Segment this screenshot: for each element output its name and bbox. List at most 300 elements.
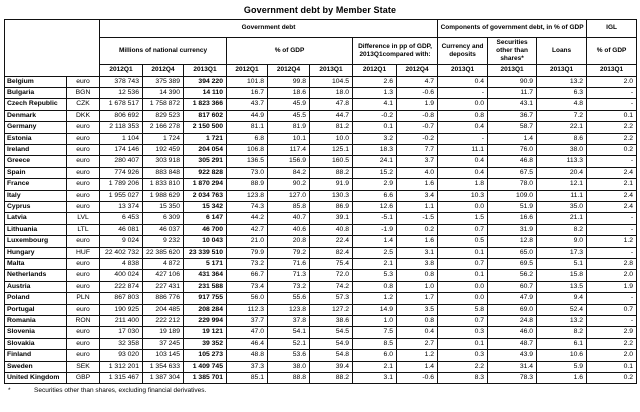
- header-group-igl: IGL: [587, 20, 637, 38]
- value-cell: -0.2: [397, 133, 438, 144]
- country-cell: Austria: [5, 281, 67, 292]
- value-cell: 13.2: [537, 76, 587, 87]
- value-cell: 14 390: [143, 87, 184, 98]
- currency-cell: CZK: [67, 99, 100, 110]
- value-cell: 0.4: [438, 122, 488, 133]
- value-cell: 2.4: [587, 190, 637, 201]
- value-cell: 52.1: [268, 338, 310, 349]
- country-cell: Lithuania: [5, 224, 67, 235]
- country-cell: Estonia: [5, 133, 67, 144]
- table-row: [5, 316, 637, 327]
- value-cell: -0.2: [353, 110, 397, 121]
- value-cell: 71.6: [268, 259, 310, 270]
- value-cell: -: [587, 224, 637, 235]
- value-cell: 5.1: [537, 259, 587, 270]
- value-cell: 0.8: [438, 110, 488, 121]
- country-cell: Malta: [5, 259, 67, 270]
- table-row: [5, 179, 637, 190]
- value-cell: 15.8: [537, 270, 587, 281]
- value-cell: 0.7: [587, 304, 637, 315]
- value-cell: 1.6: [537, 373, 587, 384]
- table-row: [5, 144, 637, 155]
- value-cell: 1 833 810: [143, 179, 184, 190]
- value-cell: 1.4: [397, 361, 438, 372]
- value-cell: 73.2: [227, 259, 268, 270]
- value-cell: 93 020: [100, 350, 143, 361]
- value-cell: 1.7: [397, 293, 438, 304]
- value-cell: 9 024: [100, 236, 143, 247]
- currency-cell: BGN: [67, 87, 100, 98]
- footnote: [8, 387, 640, 394]
- value-cell: 47.0: [227, 327, 268, 338]
- value-cell: 51.9: [488, 201, 537, 212]
- value-cell: 208 284: [184, 304, 227, 315]
- value-cell: 65.0: [488, 247, 537, 258]
- value-cell: -0.6: [397, 87, 438, 98]
- quarter-label: 2013Q1: [537, 65, 587, 76]
- value-cell: 40.7: [268, 213, 310, 224]
- value-cell: 2.2: [438, 361, 488, 372]
- value-cell: 42.7: [227, 224, 268, 235]
- table-row: [5, 236, 637, 247]
- value-cell: 106.8: [227, 144, 268, 155]
- value-cell: 46 700: [184, 224, 227, 235]
- value-cell: 17.3: [537, 247, 587, 258]
- country-cell: Ireland: [5, 144, 67, 155]
- value-cell: 46.0: [488, 327, 537, 338]
- value-cell: 113.3: [537, 156, 587, 167]
- footnote-text: Securities other than shares, excluding financial derivatives.: [34, 387, 207, 395]
- country-cell: Luxembourg: [5, 236, 67, 247]
- value-cell: 112.3: [227, 304, 268, 315]
- value-cell: 227 431: [143, 281, 184, 292]
- table-row: [5, 156, 637, 167]
- value-cell: 56.2: [488, 270, 537, 281]
- value-cell: 90.9: [488, 76, 537, 87]
- value-cell: 19 189: [143, 327, 184, 338]
- value-cell: 0.0: [438, 99, 488, 110]
- table-row: [5, 224, 637, 235]
- value-cell: 48.7: [488, 338, 537, 349]
- value-cell: 375 389: [143, 76, 184, 87]
- value-cell: 9 232: [143, 236, 184, 247]
- value-cell: 12.8: [488, 236, 537, 247]
- value-cell: 2.6: [353, 76, 397, 87]
- value-cell: 303 918: [143, 156, 184, 167]
- currency-cell: euro: [67, 76, 100, 87]
- value-cell: 104.5: [310, 76, 353, 87]
- table-row: [5, 87, 637, 98]
- value-cell: 39 352: [184, 338, 227, 349]
- value-cell: 3.5: [397, 304, 438, 315]
- currency-cell: euro: [67, 259, 100, 270]
- value-cell: 32 358: [100, 338, 143, 349]
- value-cell: 2.0: [587, 270, 637, 281]
- quarter-label: 2012Q1: [100, 65, 143, 76]
- table-row: [5, 213, 637, 224]
- table-row: [5, 247, 637, 258]
- value-cell: 85.8: [268, 201, 310, 212]
- value-cell: 10.0: [310, 133, 353, 144]
- value-cell: 11.1: [438, 144, 488, 155]
- value-cell: 47.8: [310, 99, 353, 110]
- value-cell: 4.7: [397, 76, 438, 87]
- value-cell: 88.9: [227, 179, 268, 190]
- value-cell: 37 245: [143, 338, 184, 349]
- value-cell: 2.5: [353, 247, 397, 258]
- value-cell: 1 758 872: [143, 99, 184, 110]
- value-cell: -: [587, 213, 637, 224]
- value-cell: 0.0: [438, 293, 488, 304]
- table-row: [5, 76, 637, 87]
- value-cell: 10 043: [184, 236, 227, 247]
- value-cell: 400 024: [100, 270, 143, 281]
- table-row: [5, 99, 637, 110]
- value-cell: -: [587, 293, 637, 304]
- value-cell: 1.1: [397, 201, 438, 212]
- value-cell: 73.2: [268, 281, 310, 292]
- value-cell: 46.8: [488, 156, 537, 167]
- value-cell: 394 220: [184, 76, 227, 87]
- country-cell: Spain: [5, 167, 67, 178]
- table-row: [5, 270, 637, 281]
- value-cell: 1 104: [100, 133, 143, 144]
- value-cell: 20.4: [537, 167, 587, 178]
- value-cell: -1.9: [353, 224, 397, 235]
- table-row: [5, 259, 637, 270]
- country-cell: Germany: [5, 122, 67, 133]
- currency-cell: euro: [67, 270, 100, 281]
- value-cell: 18.6: [268, 87, 310, 98]
- value-cell: 81.1: [227, 122, 268, 133]
- value-cell: 81.9: [268, 122, 310, 133]
- header-group-components: Components of government debt, in % of GDP: [438, 20, 587, 38]
- country-cell: Denmark: [5, 110, 67, 121]
- country-cell: Belgium: [5, 76, 67, 87]
- value-cell: 2.2: [587, 122, 637, 133]
- value-cell: 10.3: [438, 190, 488, 201]
- value-cell: 91.9: [310, 179, 353, 190]
- value-cell: 4.1: [353, 99, 397, 110]
- value-cell: 22.1: [537, 122, 587, 133]
- value-cell: 0.1: [353, 122, 397, 133]
- header-igl-pct-gdp: % of GDP: [587, 38, 637, 65]
- country-cell: Greece: [5, 156, 67, 167]
- currency-cell: euro: [67, 350, 100, 361]
- value-cell: 2.1: [587, 179, 637, 190]
- value-cell: 99.8: [268, 76, 310, 87]
- value-cell: 123.8: [268, 304, 310, 315]
- value-cell: 117.4: [268, 144, 310, 155]
- value-cell: 1 724: [143, 133, 184, 144]
- value-cell: 13.2: [537, 316, 587, 327]
- value-cell: 16.6: [488, 213, 537, 224]
- value-cell: 35.0: [537, 201, 587, 212]
- value-cell: 1 312 201: [100, 361, 143, 372]
- value-cell: 39.1: [310, 213, 353, 224]
- value-cell: 43.1: [488, 99, 537, 110]
- value-cell: 127.2: [310, 304, 353, 315]
- value-cell: 7.5: [353, 327, 397, 338]
- value-cell: 2.2: [587, 133, 637, 144]
- value-cell: 10.6: [537, 350, 587, 361]
- header-millions: Millions of national currency: [100, 38, 227, 65]
- value-cell: 31.4: [488, 361, 537, 372]
- value-cell: 2 118 353: [100, 122, 143, 133]
- value-cell: 0.3: [438, 350, 488, 361]
- value-cell: -0.8: [397, 110, 438, 121]
- value-cell: 24.8: [488, 316, 537, 327]
- value-cell: 4.8: [537, 99, 587, 110]
- value-cell: 1 409 745: [184, 361, 227, 372]
- value-cell: 1.2: [353, 293, 397, 304]
- currency-cell: euro: [67, 144, 100, 155]
- country-cell: Slovakia: [5, 338, 67, 349]
- value-cell: 18.0: [310, 87, 353, 98]
- value-cell: 37.7: [227, 316, 268, 327]
- country-cell: Hungary: [5, 247, 67, 258]
- value-cell: 2.2: [587, 338, 637, 349]
- value-cell: 3.4: [397, 190, 438, 201]
- value-cell: 10.1: [268, 133, 310, 144]
- value-cell: 13 374: [100, 201, 143, 212]
- value-cell: 19 121: [184, 327, 227, 338]
- country-cell: Finland: [5, 350, 67, 361]
- value-cell: 12 536: [100, 87, 143, 98]
- currency-cell: euro: [67, 236, 100, 247]
- value-cell: 280 407: [100, 156, 143, 167]
- value-cell: 1.5: [438, 213, 488, 224]
- currency-cell: LVL: [67, 213, 100, 224]
- value-cell: 38.6: [310, 316, 353, 327]
- value-cell: 81.2: [310, 122, 353, 133]
- value-cell: 3.8: [397, 259, 438, 270]
- value-cell: 46 081: [100, 224, 143, 235]
- value-cell: 43.7: [227, 99, 268, 110]
- quarter-label: 2012Q1: [227, 65, 268, 76]
- value-cell: 2.4: [587, 201, 637, 212]
- value-cell: 1.6: [397, 236, 438, 247]
- value-cell: 5.3: [353, 270, 397, 281]
- value-cell: 0.1: [438, 270, 488, 281]
- country-cell: Portugal: [5, 304, 67, 315]
- value-cell: 58.7: [488, 122, 537, 133]
- value-cell: 204 485: [143, 304, 184, 315]
- value-cell: 8.3: [438, 373, 488, 384]
- value-cell: 52.4: [537, 304, 587, 315]
- value-cell: -1.5: [397, 213, 438, 224]
- value-cell: 8.6: [537, 133, 587, 144]
- value-cell: 2.9: [353, 179, 397, 190]
- quarter-label: 2013Q1: [438, 65, 488, 76]
- value-cell: 5.8: [438, 304, 488, 315]
- value-cell: -5.1: [353, 213, 397, 224]
- value-cell: 229 994: [184, 316, 227, 327]
- table-row: [5, 190, 637, 201]
- value-cell: 0.4: [438, 167, 488, 178]
- value-cell: 2.9: [587, 327, 637, 338]
- value-cell: 0.7: [438, 316, 488, 327]
- value-cell: 0.0: [438, 201, 488, 212]
- table-row: [5, 361, 637, 372]
- currency-cell: euro: [67, 179, 100, 190]
- value-cell: 66.7: [227, 270, 268, 281]
- value-cell: -0.7: [397, 122, 438, 133]
- table-row: [5, 304, 637, 315]
- value-cell: 79.9: [227, 247, 268, 258]
- value-cell: 14 110: [184, 87, 227, 98]
- value-cell: 54.5: [310, 327, 353, 338]
- value-cell: 3.7: [397, 156, 438, 167]
- value-cell: 125.1: [310, 144, 353, 155]
- value-cell: 20.8: [268, 236, 310, 247]
- value-cell: 48.8: [227, 350, 268, 361]
- value-cell: 45.5: [268, 110, 310, 121]
- value-cell: 2.7: [397, 338, 438, 349]
- value-cell: 101.8: [227, 76, 268, 87]
- currency-cell: euro: [67, 281, 100, 292]
- country-cell: Poland: [5, 293, 67, 304]
- value-cell: -: [587, 316, 637, 327]
- value-cell: 72.0: [310, 270, 353, 281]
- value-cell: 38.0: [268, 361, 310, 372]
- value-cell: 1 870 294: [184, 179, 227, 190]
- value-cell: -: [587, 87, 637, 98]
- value-cell: 6 453: [100, 213, 143, 224]
- value-cell: 56.0: [227, 293, 268, 304]
- value-cell: 0.4: [438, 156, 488, 167]
- value-cell: 0.2: [587, 144, 637, 155]
- value-cell: 46 037: [143, 224, 184, 235]
- value-cell: 6.1: [537, 338, 587, 349]
- value-cell: 6 147: [184, 213, 227, 224]
- value-cell: 46.4: [227, 338, 268, 349]
- value-cell: 130.3: [310, 190, 353, 201]
- value-cell: 22.4: [310, 236, 353, 247]
- value-cell: 1.0: [353, 316, 397, 327]
- value-cell: 1 387 304: [143, 373, 184, 384]
- value-cell: 4.0: [397, 167, 438, 178]
- value-cell: 22 402 732: [100, 247, 143, 258]
- table-row: [5, 133, 637, 144]
- value-cell: 136.5: [227, 156, 268, 167]
- header-loans: Loans: [537, 38, 587, 65]
- value-cell: -0.6: [397, 373, 438, 384]
- value-cell: 6 309: [143, 213, 184, 224]
- value-cell: 190 925: [100, 304, 143, 315]
- value-cell: 0.5: [438, 236, 488, 247]
- value-cell: 1 678 517: [100, 99, 143, 110]
- value-cell: 13.5: [537, 281, 587, 292]
- quarter-label: 2013Q1: [587, 65, 637, 76]
- value-cell: 23 339 510: [184, 247, 227, 258]
- value-cell: 79.2: [268, 247, 310, 258]
- value-cell: 2 166 278: [143, 122, 184, 133]
- value-cell: 378 743: [100, 76, 143, 87]
- table-row: [5, 122, 637, 133]
- value-cell: 883 848: [143, 167, 184, 178]
- value-cell: 204 054: [184, 144, 227, 155]
- value-cell: 76.0: [488, 144, 537, 155]
- currency-cell: euro: [67, 167, 100, 178]
- value-cell: 427 106: [143, 270, 184, 281]
- currency-cell: SEK: [67, 361, 100, 372]
- value-cell: 7.7: [397, 144, 438, 155]
- value-cell: 305 291: [184, 156, 227, 167]
- value-cell: 211 400: [100, 316, 143, 327]
- value-cell: 1.9: [397, 99, 438, 110]
- value-cell: 1.9: [587, 281, 637, 292]
- value-cell: 85.1: [227, 373, 268, 384]
- value-cell: 73.0: [227, 167, 268, 178]
- value-cell: 11.1: [537, 190, 587, 201]
- value-cell: 123.8: [227, 190, 268, 201]
- value-cell: 8.5: [353, 338, 397, 349]
- page-title: Government debt by Member State: [243, 5, 397, 15]
- value-cell: 867 803: [100, 293, 143, 304]
- value-cell: 44.7: [310, 110, 353, 121]
- value-cell: 24.1: [353, 156, 397, 167]
- value-cell: 21.1: [537, 213, 587, 224]
- value-cell: 78.0: [488, 179, 537, 190]
- value-cell: 8.2: [537, 327, 587, 338]
- value-cell: 69.5: [488, 259, 537, 270]
- table-row: [5, 167, 637, 178]
- value-cell: 0.1: [587, 361, 637, 372]
- value-cell: 917 755: [184, 293, 227, 304]
- value-cell: 2.1: [353, 259, 397, 270]
- value-cell: 431 364: [184, 270, 227, 281]
- currency-cell: euro: [67, 190, 100, 201]
- value-cell: 109.0: [488, 190, 537, 201]
- table-row: [5, 293, 637, 304]
- value-cell: 2.8: [587, 259, 637, 270]
- value-cell: 0.2: [397, 224, 438, 235]
- quarter-label: 2013Q1: [488, 65, 537, 76]
- quarter-label: 2013Q1: [310, 65, 353, 76]
- value-cell: 6.8: [227, 133, 268, 144]
- value-cell: 2.4: [587, 167, 637, 178]
- value-cell: 38.0: [537, 144, 587, 155]
- value-cell: 103 145: [143, 350, 184, 361]
- value-cell: 0.2: [587, 373, 637, 384]
- value-cell: 4 838: [100, 259, 143, 270]
- value-cell: 2 034 763: [184, 190, 227, 201]
- value-cell: 6.0: [353, 350, 397, 361]
- quarter-label: 2013Q1: [184, 65, 227, 76]
- value-cell: 3.2: [353, 133, 397, 144]
- value-cell: 0.8: [353, 281, 397, 292]
- value-cell: 31.9: [488, 224, 537, 235]
- country-cell: Latvia: [5, 213, 67, 224]
- value-cell: 16.7: [227, 87, 268, 98]
- value-cell: 86.9: [310, 201, 353, 212]
- value-cell: 2.0: [587, 76, 637, 87]
- value-cell: 54.9: [310, 338, 353, 349]
- value-cell: 15.2: [353, 167, 397, 178]
- value-cell: 37.3: [227, 361, 268, 372]
- value-cell: 6.3: [537, 87, 587, 98]
- country-cell: United Kingdom: [5, 373, 67, 384]
- value-cell: 3.1: [353, 373, 397, 384]
- value-cell: 11.7: [488, 87, 537, 98]
- value-cell: 0.3: [438, 327, 488, 338]
- value-cell: 1.4: [353, 236, 397, 247]
- value-cell: 12.6: [353, 201, 397, 212]
- value-cell: 0.1: [438, 247, 488, 258]
- value-cell: 1 789 206: [100, 179, 143, 190]
- corner-blank-cell: [5, 20, 100, 77]
